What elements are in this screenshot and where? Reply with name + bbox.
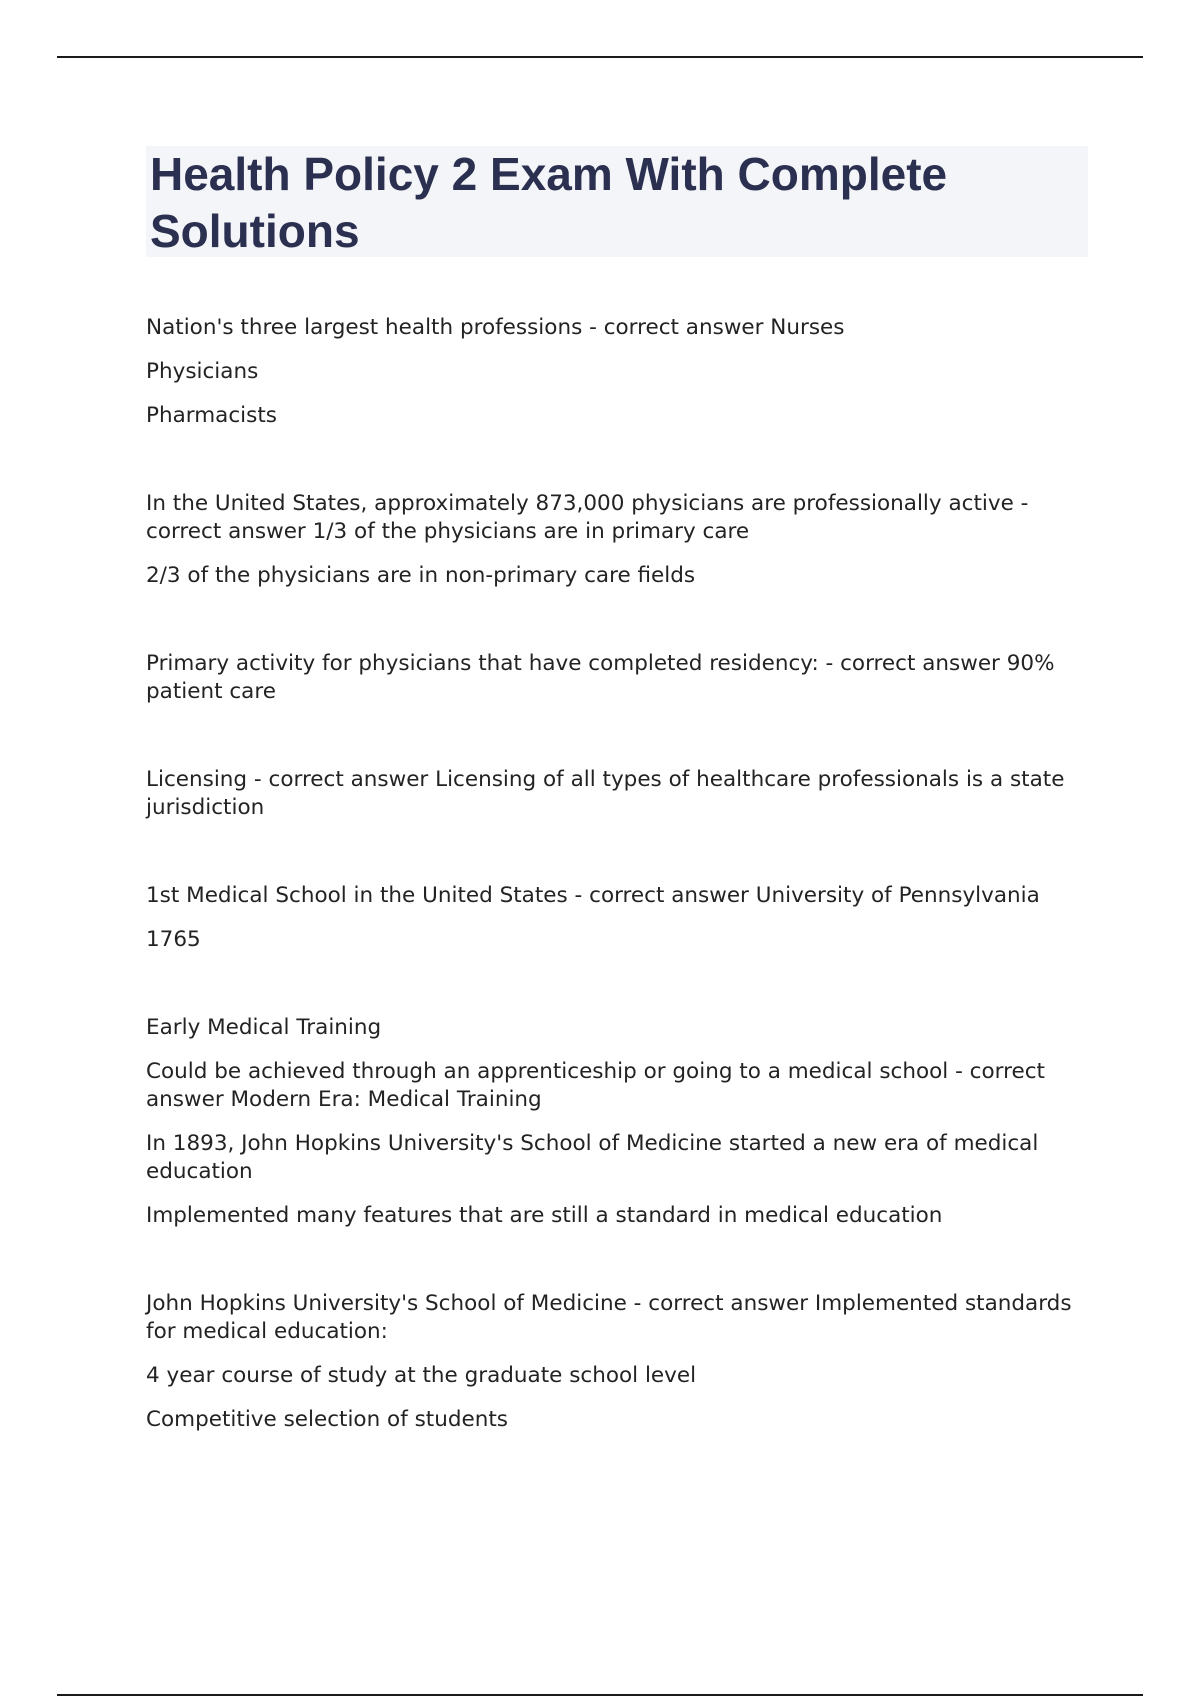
title-banner xyxy=(146,146,1088,257)
qa-line: Pharmacists xyxy=(146,403,277,428)
qa-line: Implemented many features that are still a standard in medical education xyxy=(146,1203,943,1228)
qa-line: 2/3 of the physicians are in non-primary care fields xyxy=(146,563,696,588)
qa-entry xyxy=(146,1014,1091,1230)
bottom-divider xyxy=(57,1694,1143,1696)
top-divider xyxy=(57,56,1143,58)
qa-line: Could be achieved through an apprenticeship or going to a medical school - correct answer Modern Era: Medical Training xyxy=(146,1059,1045,1112)
qa-list xyxy=(146,314,1091,1494)
qa-line: Early Medical Training xyxy=(146,1015,382,1040)
qa-line: Physicians xyxy=(146,359,259,384)
qa-line: Primary activity for physicians that have completed residency: - correct answer 90% patient care xyxy=(146,651,1055,704)
document-title: Health Policy 2 Exam With Complete Solutions xyxy=(150,148,948,257)
qa-line: Licensing - correct answer Licensing of all types of healthcare professionals is a state jurisdiction xyxy=(146,767,1065,820)
qa-entry xyxy=(146,882,1091,954)
qa-entry xyxy=(146,766,1091,822)
qa-entry xyxy=(146,1290,1091,1434)
qa-line: 1st Medical School in the United States - correct answer University of Pennsylvania xyxy=(146,883,1040,908)
qa-line: Nation's three largest health professions - correct answer Nurses xyxy=(146,315,845,340)
qa-entry xyxy=(146,490,1091,590)
qa-line: John Hopkins University's School of Medicine - correct answer Implemented standards for medical education: xyxy=(146,1291,1072,1344)
qa-line: 1765 xyxy=(146,927,201,952)
qa-line: In 1893, John Hopkins University's School of Medicine started a new era of medical education xyxy=(146,1131,1039,1184)
qa-entry xyxy=(146,314,1091,430)
qa-entry xyxy=(146,650,1091,706)
qa-line: Competitive selection of students xyxy=(146,1407,508,1432)
qa-line: 4 year course of study at the graduate school level xyxy=(146,1363,697,1388)
qa-line: In the United States, approximately 873,000 physicians are professionally active - correct answer 1/3 of the physicians are in primary care xyxy=(146,491,1029,544)
